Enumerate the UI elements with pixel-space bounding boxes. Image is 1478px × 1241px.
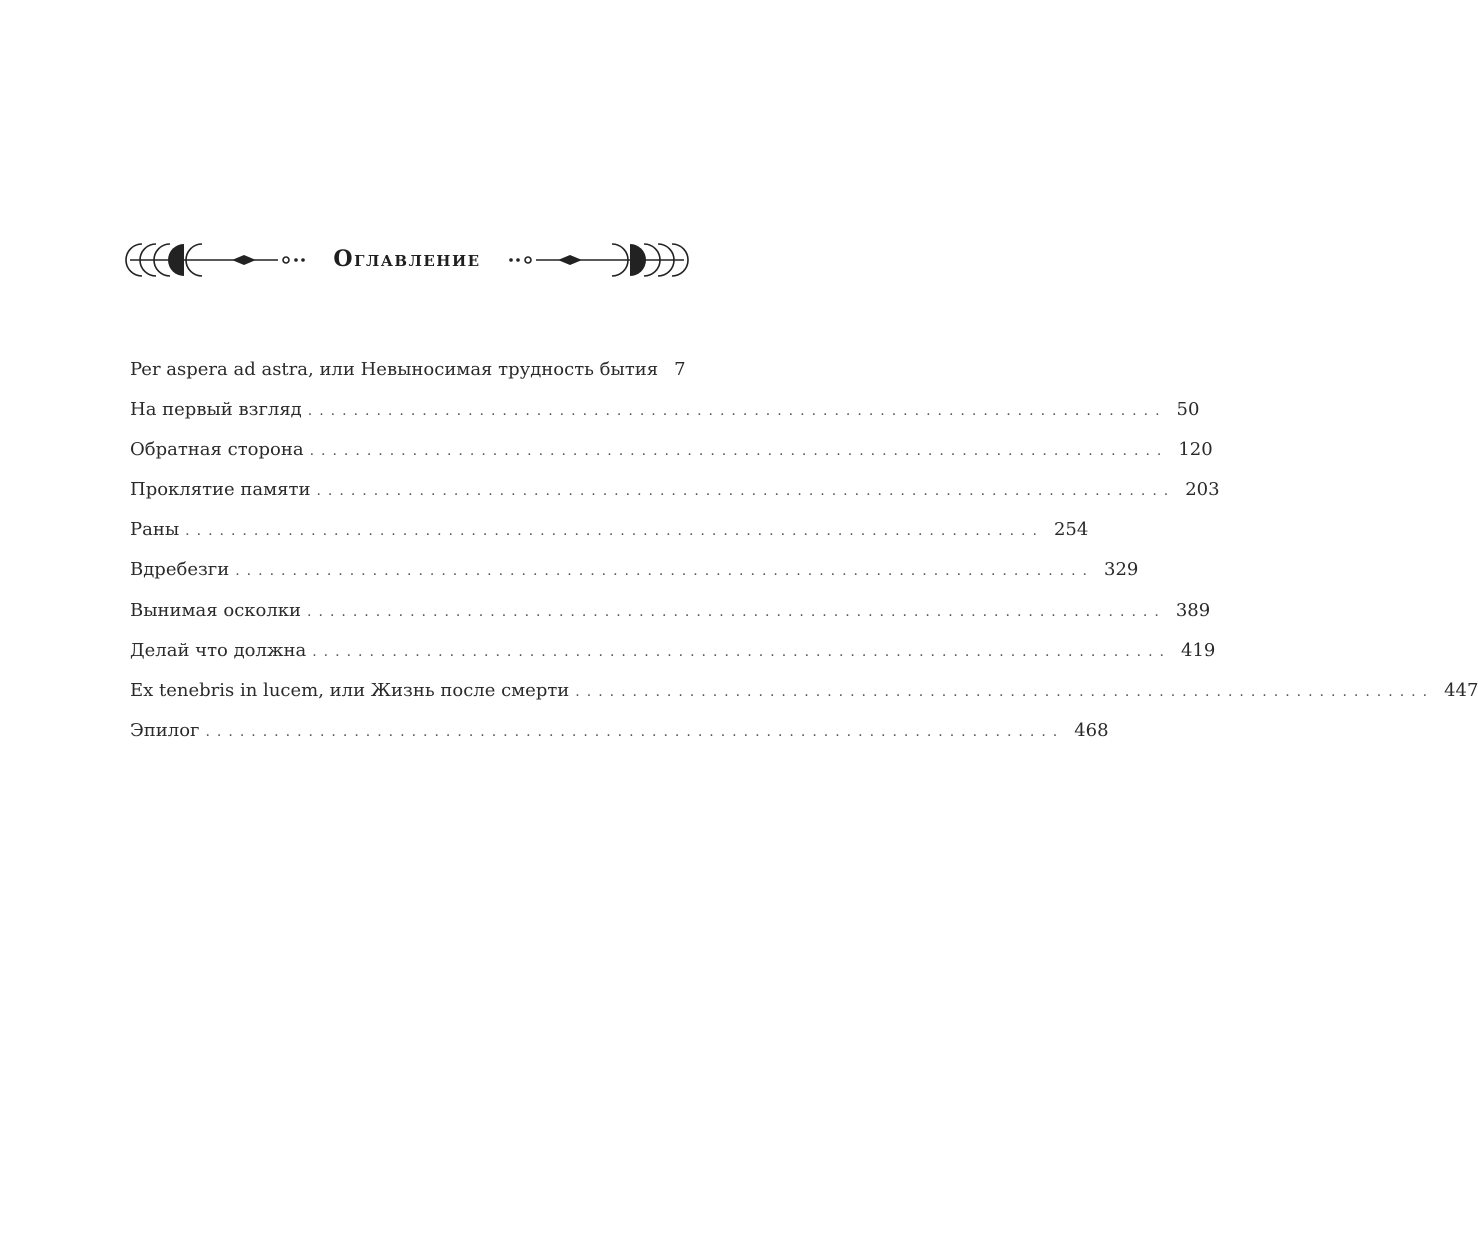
toc-entry[interactable] bbox=[130, 593, 1211, 633]
toc-entry[interactable] bbox=[130, 633, 1216, 673]
toc-entry[interactable] bbox=[130, 352, 685, 392]
toc-entry[interactable] bbox=[130, 432, 1213, 472]
toc-entry-title: Раны bbox=[130, 519, 180, 541]
page-title: Оглавление bbox=[325, 242, 488, 276]
toc-entry-title: Вынимая осколки bbox=[130, 599, 302, 621]
toc-entry-page: 468 bbox=[1074, 719, 1109, 741]
toc-leader-dots: ........................................................................... bbox=[309, 443, 1169, 460]
toc-entry-title: Делай что должна bbox=[130, 639, 307, 661]
contents-header bbox=[128, 238, 686, 282]
toc-entry-page: 254 bbox=[1053, 519, 1089, 541]
toc-entry-page: 120 bbox=[1178, 439, 1213, 461]
toc-entry[interactable] bbox=[130, 713, 1109, 753]
toc-entry-page: 329 bbox=[1104, 559, 1139, 581]
moon-phase-ornament bbox=[128, 238, 686, 282]
toc-entry-page: 50 bbox=[1176, 399, 1200, 421]
toc-entry-page: 419 bbox=[1181, 639, 1216, 661]
toc-entry[interactable] bbox=[130, 392, 1200, 432]
toc-entry-title: На первый взгляд bbox=[130, 399, 302, 421]
table-of-contents bbox=[130, 352, 1478, 753]
toc-entry[interactable] bbox=[130, 673, 1478, 713]
toc-entry-page: 389 bbox=[1175, 599, 1211, 621]
toc-entry-title: Проклятие памяти bbox=[130, 479, 311, 501]
toc-entry[interactable] bbox=[130, 512, 1089, 552]
toc-leader-dots: ........................................................................... bbox=[185, 523, 1044, 540]
toc-entry-title: Обратная сторона bbox=[130, 439, 304, 461]
toc-leader-dots: ........................................................................... bbox=[575, 683, 1435, 700]
toc-entry-title: Ex tenebris in lucem, или Жизнь после смерти bbox=[130, 679, 570, 701]
toc-leader-dots: ........................................................................... bbox=[312, 643, 1171, 660]
toc-leader-dots: ........................................................................... bbox=[235, 563, 1094, 580]
toc-leader-dots: ........................................................................... bbox=[307, 403, 1167, 420]
toc-entry-page: 447 bbox=[1444, 679, 1478, 701]
toc-leader-dots: ........................................................................... bbox=[205, 723, 1065, 740]
toc-entry-title: Вдребезги bbox=[130, 559, 230, 581]
toc-entry[interactable] bbox=[130, 472, 1220, 512]
toc-leader-dots: ........................................................................... bbox=[307, 603, 1166, 620]
toc-entry-page: 203 bbox=[1185, 479, 1220, 501]
toc-entry-title: Эпилог bbox=[130, 719, 200, 741]
toc-entry-page: 7 bbox=[674, 359, 686, 380]
toc-entry-title: Per aspera ad astra, или Невыносимая трудность бытия bbox=[130, 359, 659, 380]
toc-entry[interactable] bbox=[130, 552, 1139, 592]
toc-leader-dots: ........................................................................... bbox=[316, 483, 1176, 500]
